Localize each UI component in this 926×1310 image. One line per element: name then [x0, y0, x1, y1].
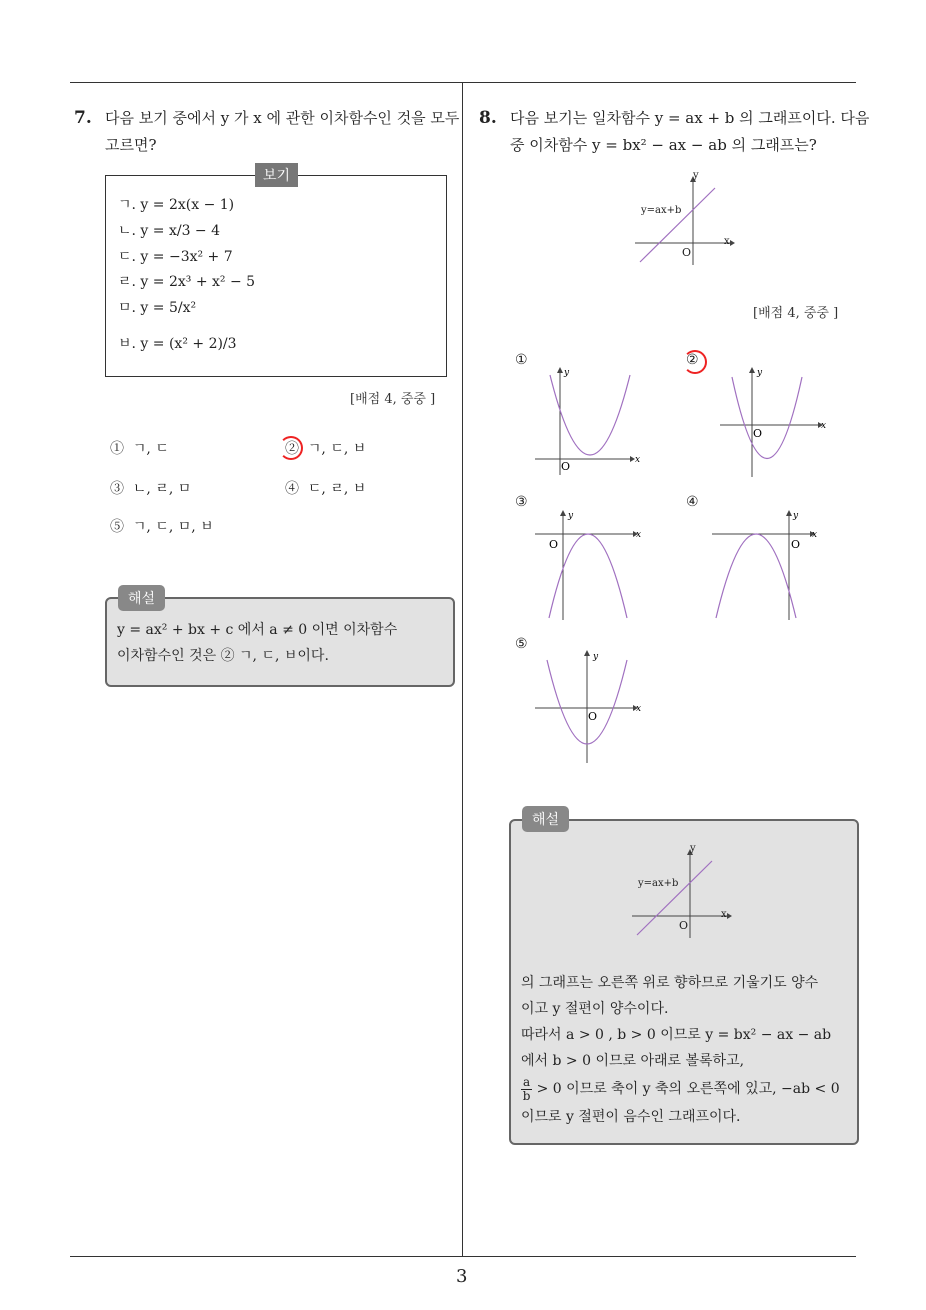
- fraction-numerator: a: [523, 1074, 531, 1089]
- svg-text:O: O: [549, 538, 559, 551]
- q8-solution-line1: 의 그래프는 오른쪽 위로 향하므로 기울기도 양수: [521, 975, 819, 991]
- q8-option-2-num[interactable]: ②: [686, 352, 699, 368]
- answer-mark-icon: [279, 436, 303, 460]
- q7-bogi-tag: 보기: [255, 163, 298, 187]
- q8-solution-fraction: [521, 1076, 532, 1103]
- q8-solution-text: [521, 970, 840, 1130]
- svg-text:y: y: [757, 368, 763, 378]
- q8-option-1-graph[interactable]: [535, 365, 645, 480]
- svg-text:O: O: [791, 538, 801, 551]
- q7-solution-line1: y = ax² + bx + c 에서 a ≠ 0 이면 이차함수: [117, 622, 398, 638]
- q8-solution-line4: 에서 b > 0 이므로 아래로 볼록하고,: [521, 1053, 745, 1069]
- q8-line-label: y=ax+b: [641, 205, 682, 216]
- q7-number: 7.: [74, 108, 92, 128]
- q7-bogi-item-2: ㄴ. y = x/3 − 4: [118, 223, 221, 239]
- svg-text:O: O: [588, 710, 598, 723]
- q7-text-line2: 고르면?: [105, 136, 157, 154]
- q7-text: [105, 105, 459, 159]
- q7-bogi-item-4: ㄹ. y = 2x³ + x² − 5: [118, 274, 256, 290]
- q7-option-2-text: ㄱ, ㄷ, ㅂ: [307, 441, 367, 457]
- q8-solution-line5-row: [521, 1074, 840, 1104]
- q7-option-2-num: ②: [285, 441, 299, 457]
- q8-solution-origin-label: O: [679, 919, 689, 932]
- q8-origin-label: O: [682, 246, 692, 259]
- linear-line: [640, 188, 715, 262]
- svg-text:y: y: [564, 368, 570, 378]
- svg-text:x: x: [636, 530, 642, 540]
- q7-option-4-num: ④: [285, 481, 299, 497]
- q7-bogi-item-1: ㄱ. y = 2x(x − 1): [118, 197, 235, 213]
- q7-option-3-num: ③: [110, 481, 124, 497]
- q8-option-5-graph[interactable]: [535, 648, 645, 766]
- bottom-rule: [70, 1256, 856, 1257]
- svg-text:x: x: [821, 421, 827, 431]
- q7-bogi-item-6: ㅂ. y = (x² + 2)/3: [118, 336, 237, 352]
- svg-text:x: x: [635, 455, 641, 465]
- svg-text:O: O: [561, 460, 571, 473]
- page-number: 3: [456, 1266, 468, 1287]
- q7-solution-tag: 해설: [118, 585, 165, 611]
- q8-solution-line5: > 0 이므로 축이 y 축의 오른쪽에 있고, −ab < 0: [536, 1081, 840, 1097]
- q7-solution-line2: 이차함수인 것은 ② ㄱ, ㄷ, ㅂ이다.: [117, 648, 329, 664]
- q8-option-4-graph[interactable]: [712, 508, 827, 623]
- q8-solution-line3: 따라서 a > 0 , b > 0 이므로 y = bx² − ax − ab: [521, 1027, 832, 1043]
- q7-option-5-text: ㄱ, ㄷ, ㅁ, ㅂ: [132, 519, 214, 535]
- q8-axis-y-label: y: [693, 170, 699, 181]
- q7-solution-text: [117, 617, 397, 669]
- q8-axis-x-label: x: [724, 236, 730, 247]
- q8-solution-tag: 해설: [522, 806, 569, 832]
- q7-option-1-num: ①: [110, 441, 124, 457]
- q8-solution-line6: 이므로 y 절편이 음수인 그래프이다.: [521, 1109, 741, 1125]
- q7-text-line1: 다음 보기 중에서 y 가 x 에 관한 이차함수인 것을 모두: [105, 109, 460, 127]
- q8-text-line1: 다음 보기는 일차함수 y = ax + b 의 그래프이다. 다음: [510, 109, 870, 127]
- q8-number: 8.: [479, 108, 497, 128]
- svg-text:y: y: [793, 511, 799, 521]
- q8-option-2-graph[interactable]: [720, 365, 830, 480]
- q8-text: [510, 105, 869, 159]
- q7-option-1[interactable]: [110, 438, 169, 458]
- q8-solution-axis-x-label: x: [721, 909, 727, 920]
- svg-text:O: O: [753, 427, 763, 440]
- q7-option-3[interactable]: [110, 478, 191, 498]
- q7-option-5[interactable]: [110, 516, 214, 536]
- svg-text:y: y: [568, 511, 574, 521]
- q8-solution-line-label: y=ax+b: [638, 878, 679, 889]
- svg-text:x: x: [636, 704, 642, 714]
- q7-score: [배점 4, 중중 ]: [350, 392, 436, 407]
- q8-solution-line2: 이고 y 절편이 양수이다.: [521, 1001, 669, 1017]
- q8-option-3-num[interactable]: ③: [515, 494, 528, 510]
- q8-option-3-graph[interactable]: [535, 508, 645, 623]
- column-divider: [462, 82, 463, 1256]
- q7-option-4[interactable]: [285, 478, 366, 498]
- q8-solution-axis-y-label: y: [690, 843, 696, 854]
- q8-option-4-num[interactable]: ④: [686, 494, 699, 510]
- q7-option-3-text: ㄴ, ㄹ, ㅁ: [132, 481, 192, 497]
- q7-bogi-item-3: ㄷ. y = −3x² + 7: [118, 249, 233, 265]
- fraction-denominator: b: [522, 1088, 531, 1103]
- q8-option-1-num[interactable]: ①: [515, 352, 528, 368]
- q8-option-5-num[interactable]: ⑤: [515, 636, 528, 652]
- q7-option-1-text: ㄱ, ㄷ: [132, 441, 169, 457]
- svg-text:y: y: [593, 652, 599, 662]
- q7-option-4-text: ㄷ, ㄹ, ㅂ: [307, 481, 367, 497]
- q8-score: [배점 4, 중중 ]: [753, 306, 839, 321]
- svg-text:x: x: [812, 530, 818, 540]
- top-rule: [70, 82, 856, 83]
- q7-bogi-item-5: ㅁ. y = 5/x²: [118, 300, 197, 316]
- q8-answer-mark-icon: [683, 350, 707, 374]
- q8-text-line2: 중 이차함수 y = bx² − ax − ab 의 그래프는?: [510, 136, 817, 154]
- q7-option-5-num: ⑤: [110, 519, 124, 535]
